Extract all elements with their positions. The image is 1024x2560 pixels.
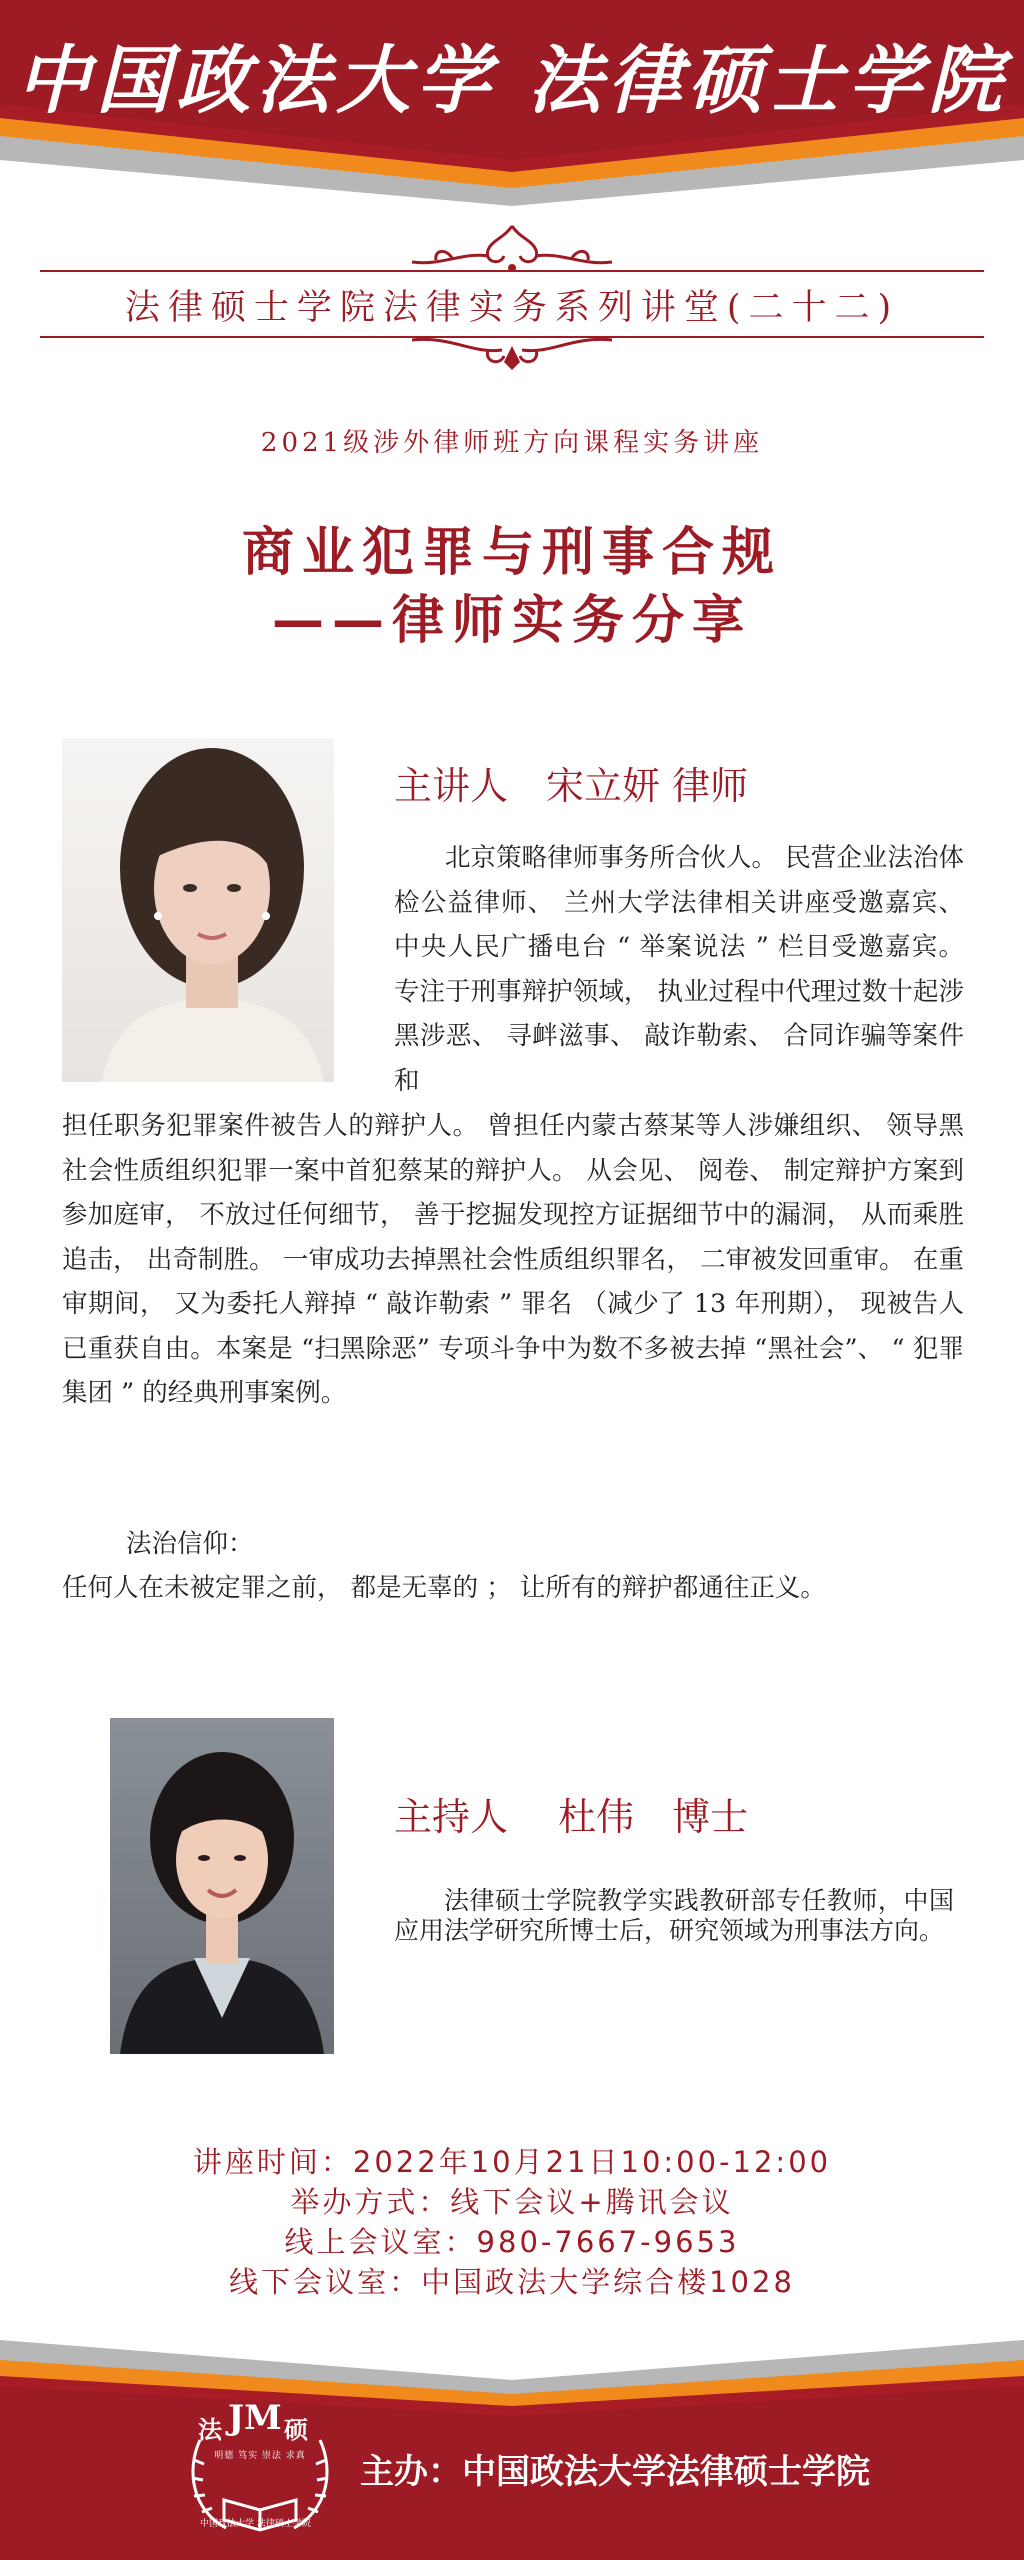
logo-motto: 明德 笃实 崇法 求真 — [214, 2451, 306, 2461]
footer-band — [0, 2320, 1024, 2560]
speaker-bio-bottom: 担任职务犯罪案件被告人的辩护人。 曾担任内蒙古蔡某等人涉嫌组织、 领导黑社会性质组织犯罪一案中首犯蔡某的辩护人。 从会见、 阅卷、 制定辩护方案到参加庭审， 不放过任何细节， 善于挖掘发现控方证据细节中的漏洞， 从而乘胜追击， 出奇制胜。 一审成功去掉黑社会性质组织罪名， 二审被发回重审。 在重审期间， 又为委托人辩掉 “ 敲诈勒索 ” 罪名 （减少了 13 年刑期）， 现被告人已重获自由。本案是 “扫黑除恶” 专项斗争中为数不多被去掉 “黑社会”、 “ 犯罪集团 ” 的经典刑事案例。 — [62, 1111, 964, 1408]
subtitle: 2021级涉外律师班方向课程实务讲座 — [260, 428, 764, 458]
host-photo — [110, 1718, 334, 2054]
motto-text: 任何人在未被定罪之前， 都是无辜的 ； 让所有的辩护都通往正义。 — [62, 1573, 826, 1603]
host-bio: 法律硕士学院教学实践教研部专任教师，中国应用法学研究所博士后，研究领域为刑事法方向。 — [394, 1886, 954, 1945]
logo-char-right: 硕 — [284, 2415, 308, 2444]
main-title-line1: 商业犯罪与刑事合规 — [241, 523, 782, 583]
series-title: 法律硕士学院法律实务系列讲堂(二十二) — [124, 288, 900, 328]
host-heading: 主持人 杜伟 博士 — [394, 1795, 749, 1839]
speaker-bio-top: 北京策略律师事务所合伙人。 民营企业法治体检公益律师、 兰州大学法律相关讲座受邀嘉宾、 中央人民广播电台 “ 举案说法 ” 栏目受邀嘉宾。 专注于刑事辩护领域， 执业过程中代理过数十起涉黑涉恶、 寻衅滋事、 敲诈勒索、 合同诈骗等案件和 — [394, 843, 964, 1096]
header-title: 中国政法大学 法律硕士学院 — [16, 38, 1008, 124]
main-title-line2: ——律师实务分享 — [271, 591, 752, 651]
speaker-heading: 主讲人 宋立妍 律师 — [394, 764, 749, 808]
footer-organizer: 主办：中国政法大学法律硕士学院 — [360, 2452, 870, 2492]
offline-room: 线下会议室：中国政法大学综合楼1028 — [229, 2265, 795, 2299]
lecture-time: 讲座时间：2022年10月21日10:00-12:00 — [192, 2145, 832, 2179]
lecture-method: 举办方式：线下会议+腾讯会议 — [290, 2185, 734, 2219]
motto-label: 法治信仰： — [126, 1529, 254, 1559]
logo-char-left: 法 — [198, 2415, 222, 2444]
speaker-photo — [62, 738, 334, 1082]
ornament-bottom-icon — [392, 332, 632, 372]
online-room: 线上会议室：980-7667-9653 — [284, 2225, 740, 2259]
ornament-top-icon — [392, 222, 632, 276]
series-rule-top — [40, 270, 984, 272]
logo-school-name: 中国政法大学 法律硕士学院 — [200, 2519, 311, 2529]
logo-char-center: JM — [228, 2398, 282, 2438]
